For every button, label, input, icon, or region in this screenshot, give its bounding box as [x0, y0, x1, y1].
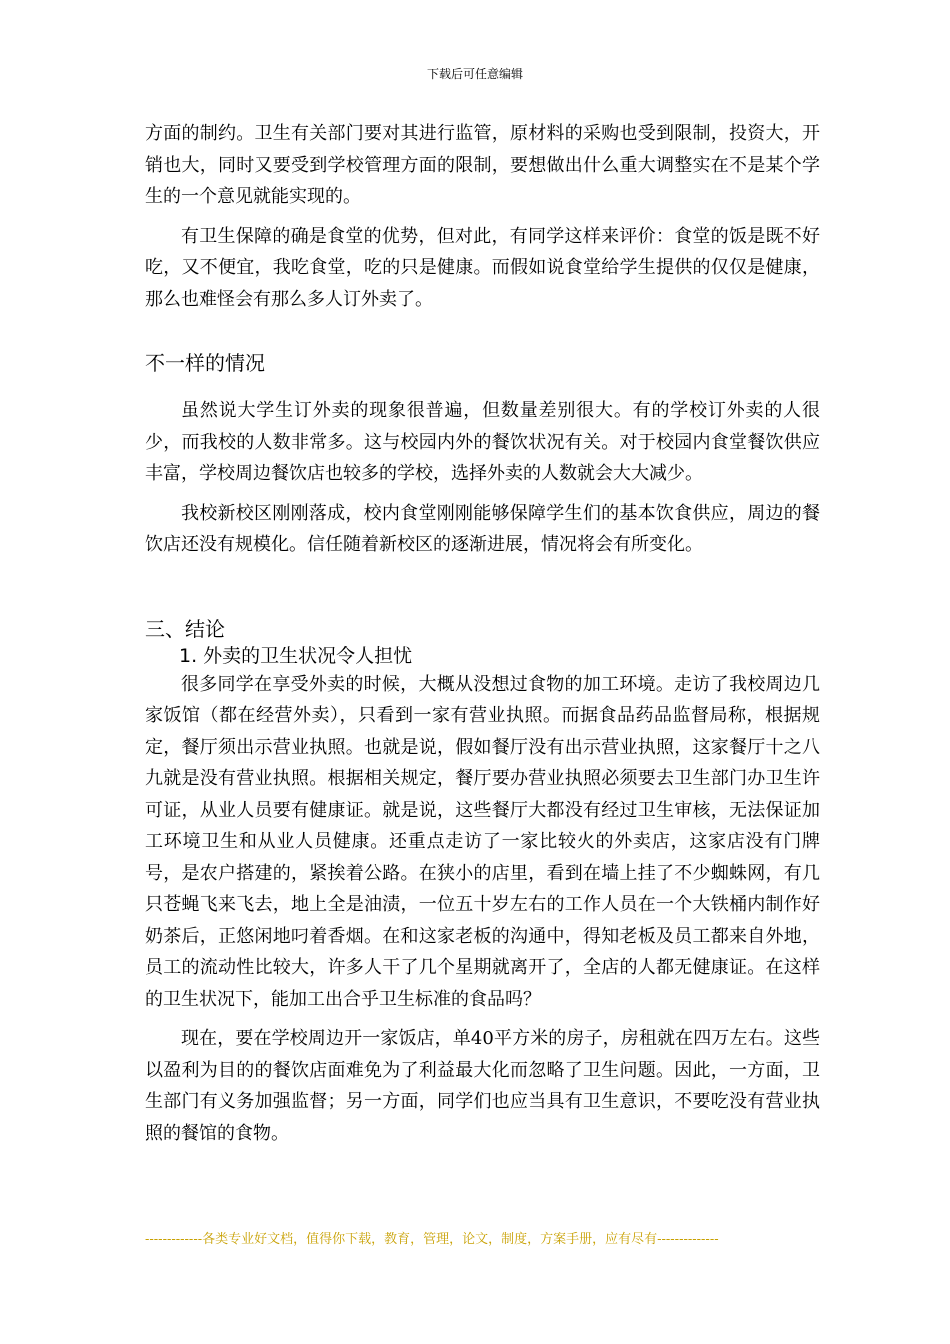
- subsection-heading: 1. 外卖的卫生状况令人担忧: [179, 644, 413, 667]
- paragraph: 有卫生保障的确是食堂的优势，但对此，有同学这样来评价：食堂的饭是既不好吃，又不便宜，我吃食堂，吃的只是健康。而假如说食堂给学生提供的仅仅是健康，那么也难怪会有那么多人订外卖了。: [145, 225, 820, 310]
- paragraph: 虽然说大学生订外卖的现象很普遍，但数量差别很大。有的学校订外卖的人很少，而我校的人数非常多。这与校园内外的餐饮状况有关。对于校园内食堂餐饮供应丰富，学校周边餐饮店也较多的学校，选择外卖的人数就会大大减少。: [145, 400, 820, 484]
- page-footer-banner: -------------各类专业好文档，值得你下载，教育，管理，论文，制度，方案手册，应有尽有--------------: [145, 1232, 719, 1247]
- paragraph-continued: 方面的制约。卫生有关部门要对其进行监管，原材料的采购也受到限制，投资大，开销也大，同时又要受到学校管理方面的限制，要想做出什么重大调整实在不是某个学生的一个意见就能实现的。: [145, 123, 820, 207]
- section-heading: 三、结论: [145, 616, 225, 641]
- paragraph: 现在，要在学校周边开一家饭店，单40平方米的房子，房租就在四万左右。这些以盈利为目的的餐饮店面难免为了利益最大化而忽略了卫生问题。因此，一方面，卫生部门有义务加强监督；另一方面，同学们也应当具有卫生意识，不要吃没有营业执照的餐馆的食物。: [145, 1028, 820, 1144]
- document-body: [145, 118, 820, 1149]
- page-header: 下载后可任意编辑: [426, 67, 523, 81]
- section-heading: 不一样的情况: [145, 351, 265, 375]
- paragraph: 很多同学在享受外卖的时候，大概从没想过食物的加工环境。走访了我校周边几家饭馆（都在经营外卖），只看到一家有营业执照。而据食品药品监督局称，根据规定，餐厅须出示营业执照。也就是说，假如餐厅没有出示营业执照，这家餐厅十之八九就是没有营业执照。根据相关规定，餐厅要办营业执照必须要去卫生部门办卫生许可证，从业人员要有健康证。就是说，这些餐厅大都没有经过卫生审核，无法保证加工环境卫生和从业人员健康。还重点走访了一家比较火的外卖店，这家店没有门牌号，是农户搭建的，紧挨着公路。在狭小的店里，看到在墙上挂了不少蜘蛛网，有几只苍蝇飞来飞去，地上全是油渍，一位五十岁左右的工作人员在一个大铁桶内制作好奶茶后，正悠闲地叼着香烟。在和这家老板的沟通中，得知老板及员工都来自外地，员工的流动性比较大，许多人干了几个星期就离开了，全店的人都无健康证。在这样的卫生状况下，能加工出合乎卫生标准的食品吗？: [145, 673, 820, 1010]
- paragraph: 我校新校区刚刚落成，校内食堂刚刚能够保障学生们的基本饮食供应，周边的餐饮店还没有规模化。信任随着新校区的逐渐进展，情况将会有所变化。: [145, 502, 820, 555]
